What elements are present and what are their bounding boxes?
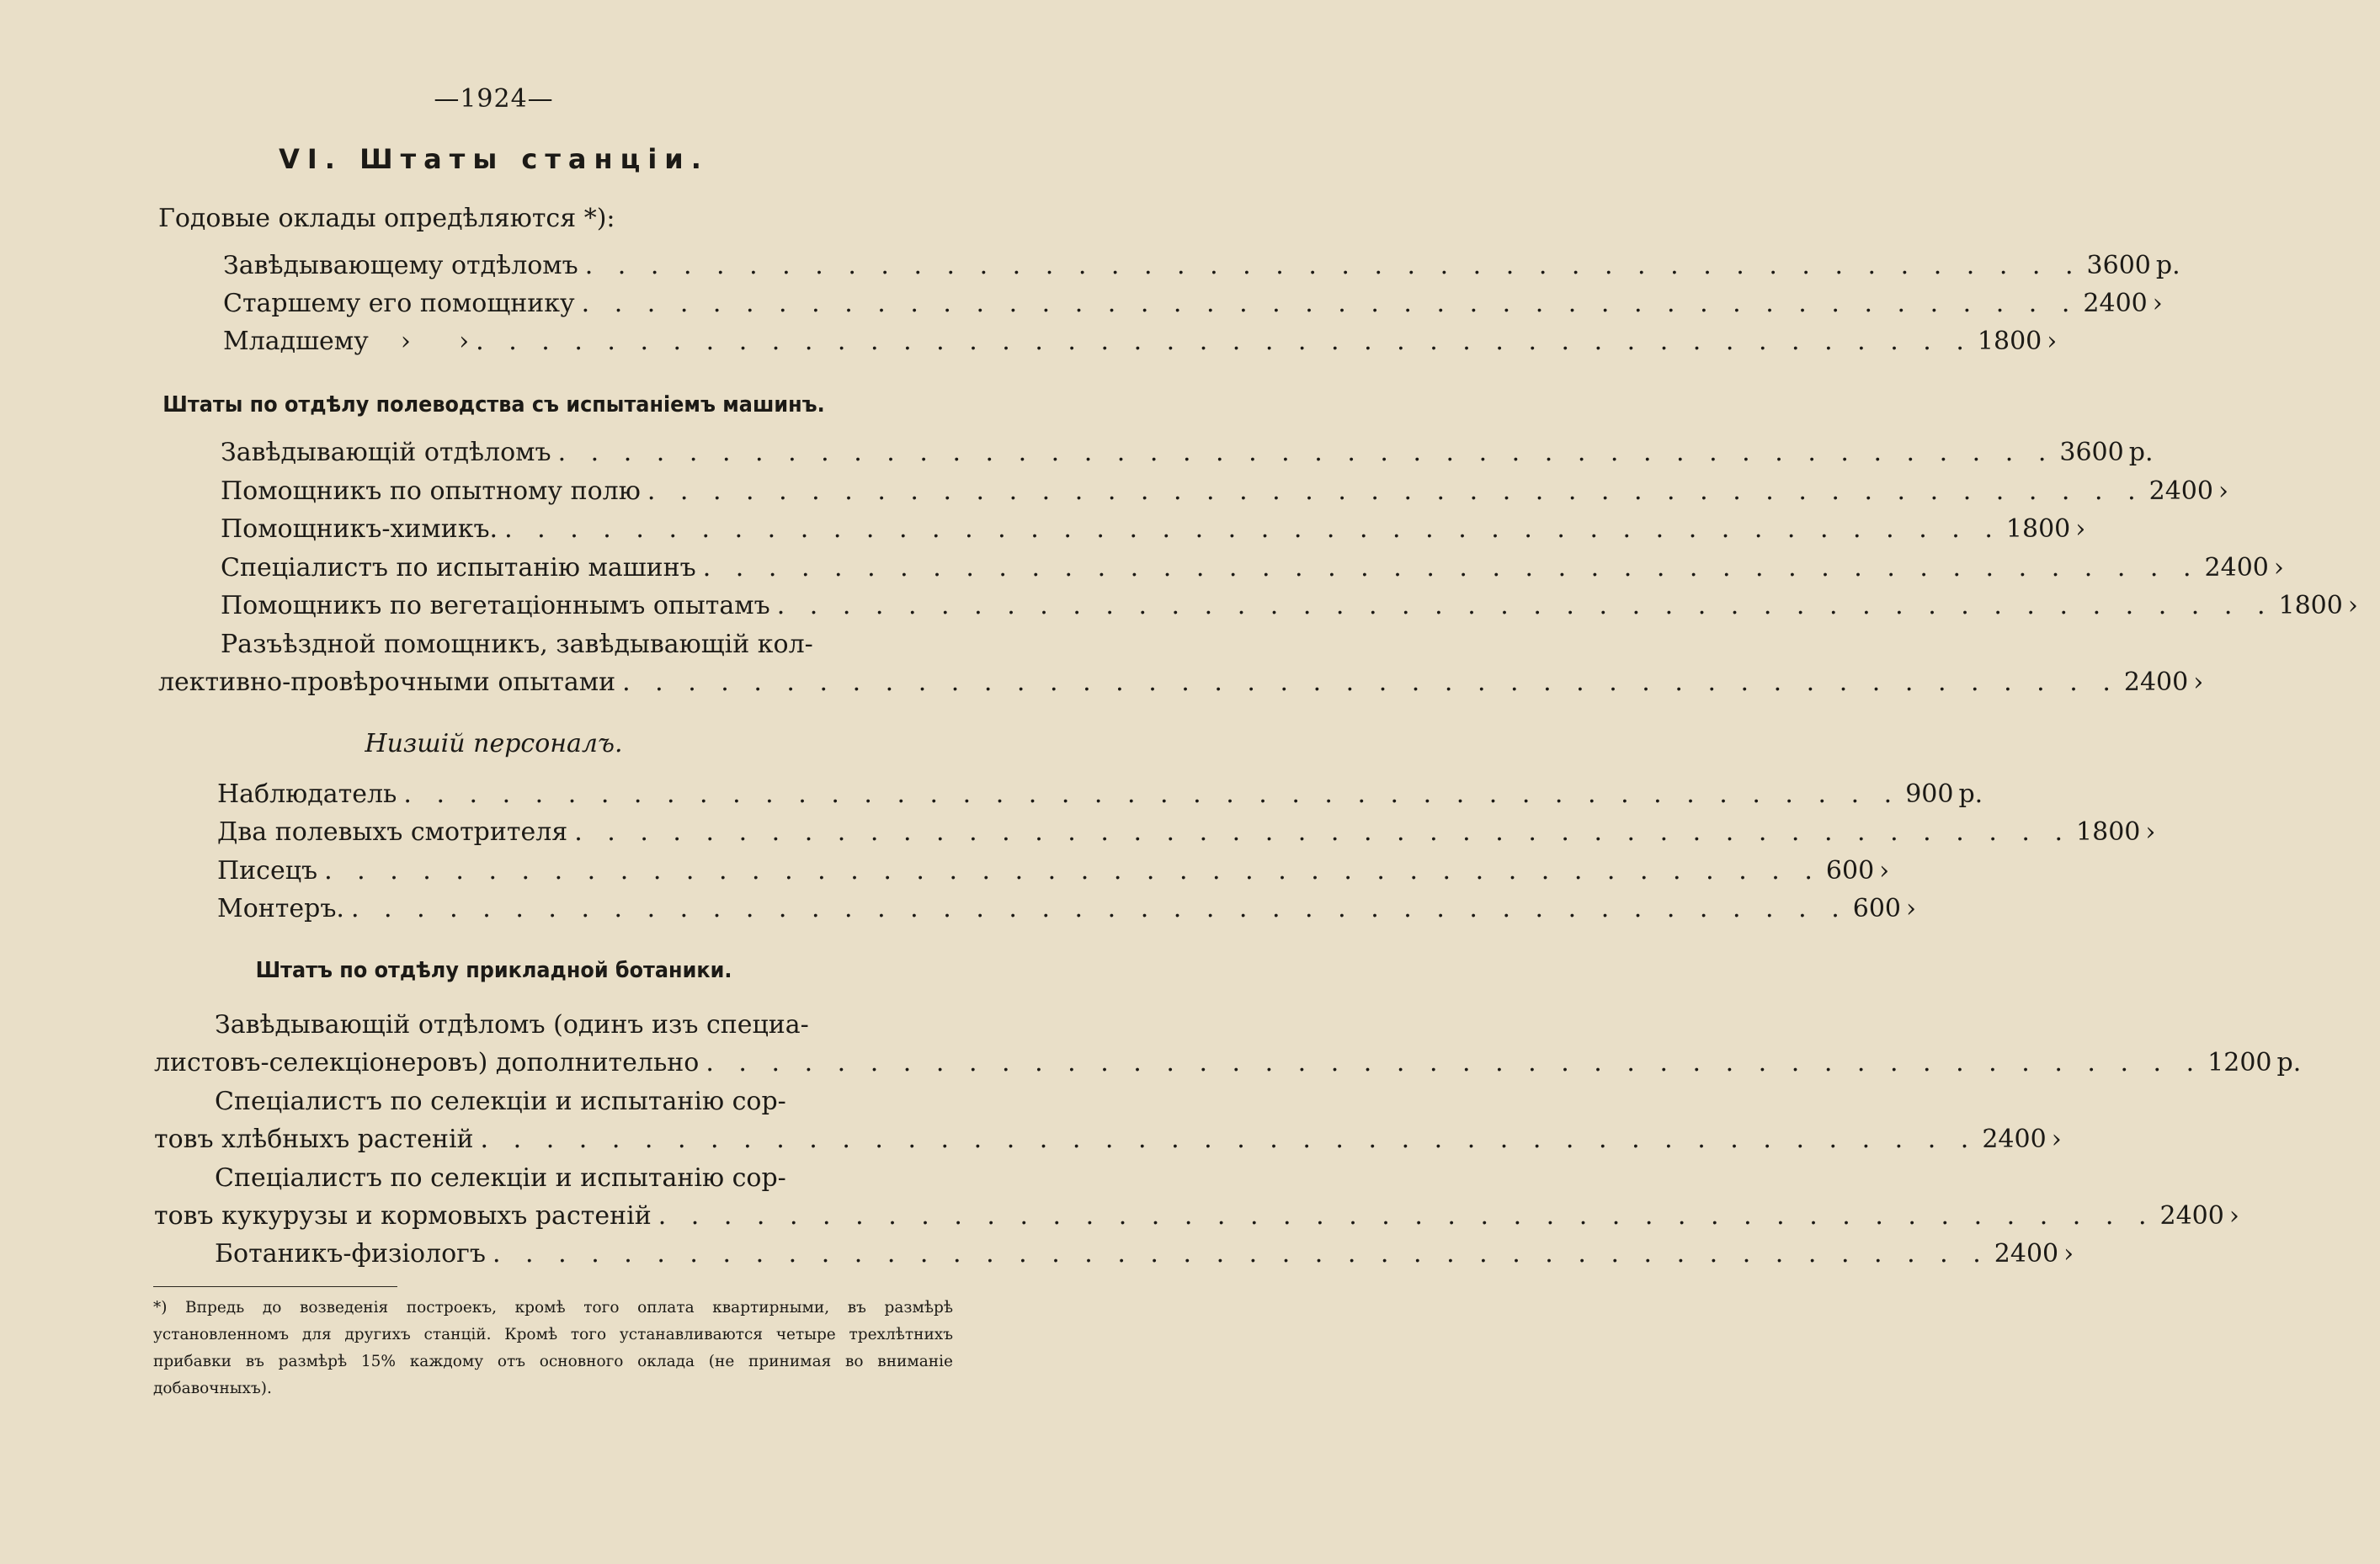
- salary-amount: 600: [1852, 894, 1902, 923]
- salary-unit: ›: [2218, 476, 2228, 506]
- leader-dots: . . . . . . . . . . . . . . . . . . . . . . . . . . . . . . . . . . . . . . . . . . . . . .: [350, 894, 1848, 923]
- leader-dots: . . . . . . . . . . . . . . . . . . . . . . . . . . . . . . . . . . . . . . . . . . . . . .: [557, 438, 2055, 467]
- salary-amount: 3600: [2086, 251, 2151, 280]
- leader-dots: . . . . . . . . . . . . . . . . . . . . . . . . . . . . . . . . . . . . . . . . . . . . . .: [776, 591, 2274, 620]
- staff-label: Завѣдывающій отдѣломъ: [221, 438, 551, 467]
- staff-row: [221, 438, 2154, 475]
- footnote: *) Впредь до возведенія построекъ, кромѣ того оплата квартирными, въ размѣрѣ установленномъ для другихъ станцій. Кромѣ того устанавливаются четыре трехлѣтнихъ прибавки въ размѣрѣ 15% каждому отъ основного оклада (не принимая во вниманіе добавочныхъ).: [153, 1299, 953, 1397]
- staff-row: [154, 1048, 2302, 1085]
- salary-unit: ›: [2145, 817, 2156, 847]
- leader-dots: . . . . . . . . . . . . . . . . . . . . . . . . . . . . . . . . . . . . . . . . . . . . . .: [705, 1048, 2203, 1077]
- leader-dots: . . . . . . . . . . . . . . . . . . . . . . . . . . . . . . . . . . . . . . . . . . . . . .: [492, 1239, 1989, 1269]
- staff-label-line1: Завѣдывающій отдѣломъ (одинъ изъ специа-: [215, 1010, 809, 1040]
- salary-amount: 2400: [1982, 1125, 2047, 1154]
- salary-unit: ›: [2193, 668, 2204, 697]
- staff-row: [217, 817, 2156, 854]
- staff-row: [221, 476, 2228, 513]
- leader-dots: . . . . . . . . . . . . . . . . . . . . . . . . . . . . . . . . . . . . . . . . . . . . . .: [702, 553, 2200, 583]
- salary-unit: ›: [2075, 514, 2086, 544]
- staff-label: листовъ-селекціонеровъ) дополнительно: [154, 1048, 700, 1077]
- salary-amount: 2400: [1994, 1239, 2059, 1269]
- subsection-heading: Штатъ по отдѣлу прикладной ботаники.: [255, 958, 732, 983]
- salary-amount: 2400: [2159, 1201, 2224, 1231]
- salary-amount: 1800: [2076, 817, 2141, 847]
- staff-row: [217, 779, 1983, 817]
- staff-row: [221, 553, 2284, 590]
- salary-amount: 1800: [2278, 591, 2343, 620]
- salary-unit: ›: [2051, 1125, 2062, 1154]
- salary-amount: 2400: [2123, 668, 2189, 697]
- salary-unit: ›: [2047, 327, 2058, 356]
- staff-label: Завѣдывающему отдѣломъ: [223, 251, 578, 280]
- leader-dots: . . . . . . . . . . . . . . . . . . . . . . . . . . . . . . . . . . . . . . . . . . . . . .: [647, 476, 2144, 506]
- salary-amount: 2400: [2148, 476, 2213, 506]
- leader-dots: . . . . . . . . . . . . . . . . . . . . . . . . . . . . . . . . . . . . . . . . . . . . . .: [581, 289, 2079, 318]
- salary-amount: 900: [1905, 779, 1954, 809]
- leader-dots: . . . . . . . . . . . . . . . . . . . . . . . . . . . . . . . . . . . . . . . . . . . . . .: [480, 1125, 1978, 1154]
- salary-amount: 1800: [2005, 514, 2071, 544]
- salary-amount: 600: [1825, 856, 1875, 886]
- salary-amount: 2400: [2204, 553, 2269, 583]
- staff-row: [158, 668, 2204, 705]
- leader-dots: . . . . . . . . . . . . . . . . . . . . . . . . . . . . . . . . . . . . . . . . . . . . . .: [584, 251, 2082, 280]
- staff-label: Старшему его помощнику: [223, 289, 575, 318]
- salary-unit: ›: [1906, 894, 1917, 923]
- staff-row: [221, 591, 2358, 628]
- leader-dots: . . . . . . . . . . . . . . . . . . . . . . . . . . . . . . . . . . . . . . . . . . . . . .: [574, 817, 2072, 847]
- salary-amount: 3600: [2059, 438, 2124, 467]
- salary-unit: р.: [1958, 779, 1983, 809]
- staff-label: Младшему › ›: [223, 327, 470, 356]
- salary-unit: ›: [2228, 1201, 2239, 1231]
- footnote-divider: [153, 1286, 397, 1287]
- salary-unit: р.: [2128, 438, 2154, 467]
- staff-label: лективно-провѣрочными опытами: [158, 668, 616, 697]
- staff-label: Монтеръ.: [217, 894, 344, 923]
- salary-amount: 2400: [2083, 289, 2148, 318]
- staff-label: Помощникъ по вегетаціоннымъ опытамъ: [221, 591, 770, 620]
- salary-unit: р.: [2155, 251, 2180, 280]
- staff-row: [221, 514, 2086, 551]
- subsection-heading: Штаты по отдѣлу полеводства съ испытаніемъ машинъ.: [162, 392, 825, 418]
- staff-label: Наблюдатель: [217, 779, 397, 809]
- salary-amount: 1200: [2207, 1048, 2272, 1077]
- leader-dots: . . . . . . . . . . . . . . . . . . . . . . . . . . . . . . . . . . . . . . . . . . . . . .: [403, 779, 1901, 809]
- salary-unit: р.: [2276, 1048, 2302, 1077]
- staff-label-line1: Спеціалистъ по селекціи и испытанію сор-: [215, 1163, 786, 1193]
- page-number: —1924—: [434, 84, 554, 114]
- staff-row: [223, 289, 2163, 326]
- staff-row: [154, 1125, 2062, 1162]
- staff-label: товъ хлѣбныхъ растеній: [154, 1125, 474, 1154]
- staff-row: [223, 327, 2058, 364]
- salary-amount: 1800: [1977, 327, 2042, 356]
- salary-unit: ›: [2063, 1239, 2074, 1269]
- salary-unit: ›: [2273, 553, 2284, 583]
- staff-label-line1: Разъѣздной помощникъ, завѣдывающій кол-: [221, 630, 813, 659]
- staff-label: Помощникъ по опытному полю: [221, 476, 641, 506]
- staff-label-line1: Спеціалистъ по селекціи и испытанію сор-: [215, 1087, 786, 1116]
- staff-label: товъ кукурузы и кормовыхъ растеній: [154, 1201, 652, 1231]
- staff-label: Помощникъ-химикъ.: [221, 514, 498, 544]
- leader-dots: . . . . . . . . . . . . . . . . . . . . . . . . . . . . . . . . . . . . . . . . . . . . . .: [324, 856, 1821, 886]
- staff-label: Писецъ: [217, 856, 318, 886]
- salary-unit: ›: [1879, 856, 1890, 886]
- leader-dots: . . . . . . . . . . . . . . . . . . . . . . . . . . . . . . . . . . . . . . . . . . . . . .: [504, 514, 2001, 544]
- salary-unit: ›: [2347, 591, 2358, 620]
- leader-dots: . . . . . . . . . . . . . . . . . . . . . . . . . . . . . . . . . . . . . . . . . . . . . .: [476, 327, 1973, 356]
- staff-row: [154, 1201, 2239, 1238]
- staff-row: [217, 894, 1917, 931]
- intro-text: Годовые оклады опредѣляются *):: [158, 204, 615, 233]
- staff-label: Ботаникъ-физіологъ: [215, 1239, 486, 1269]
- section-title: VI. Штаты станціи.: [279, 143, 709, 175]
- staff-row: [217, 856, 1890, 893]
- staff-label: Два полевыхъ смотрителя: [217, 817, 568, 847]
- salary-unit: ›: [2152, 289, 2163, 318]
- leader-dots: . . . . . . . . . . . . . . . . . . . . . . . . . . . . . . . . . . . . . . . . . . . . . .: [658, 1201, 2155, 1231]
- staff-row: [215, 1239, 2074, 1276]
- staff-label: Спеціалистъ по испытанію машинъ: [221, 553, 696, 583]
- subsection-heading: Низшій персоналъ.: [365, 729, 623, 758]
- staff-row: [223, 251, 2180, 288]
- leader-dots: . . . . . . . . . . . . . . . . . . . . . . . . . . . . . . . . . . . . . . . . . . . . . .: [622, 668, 2119, 697]
